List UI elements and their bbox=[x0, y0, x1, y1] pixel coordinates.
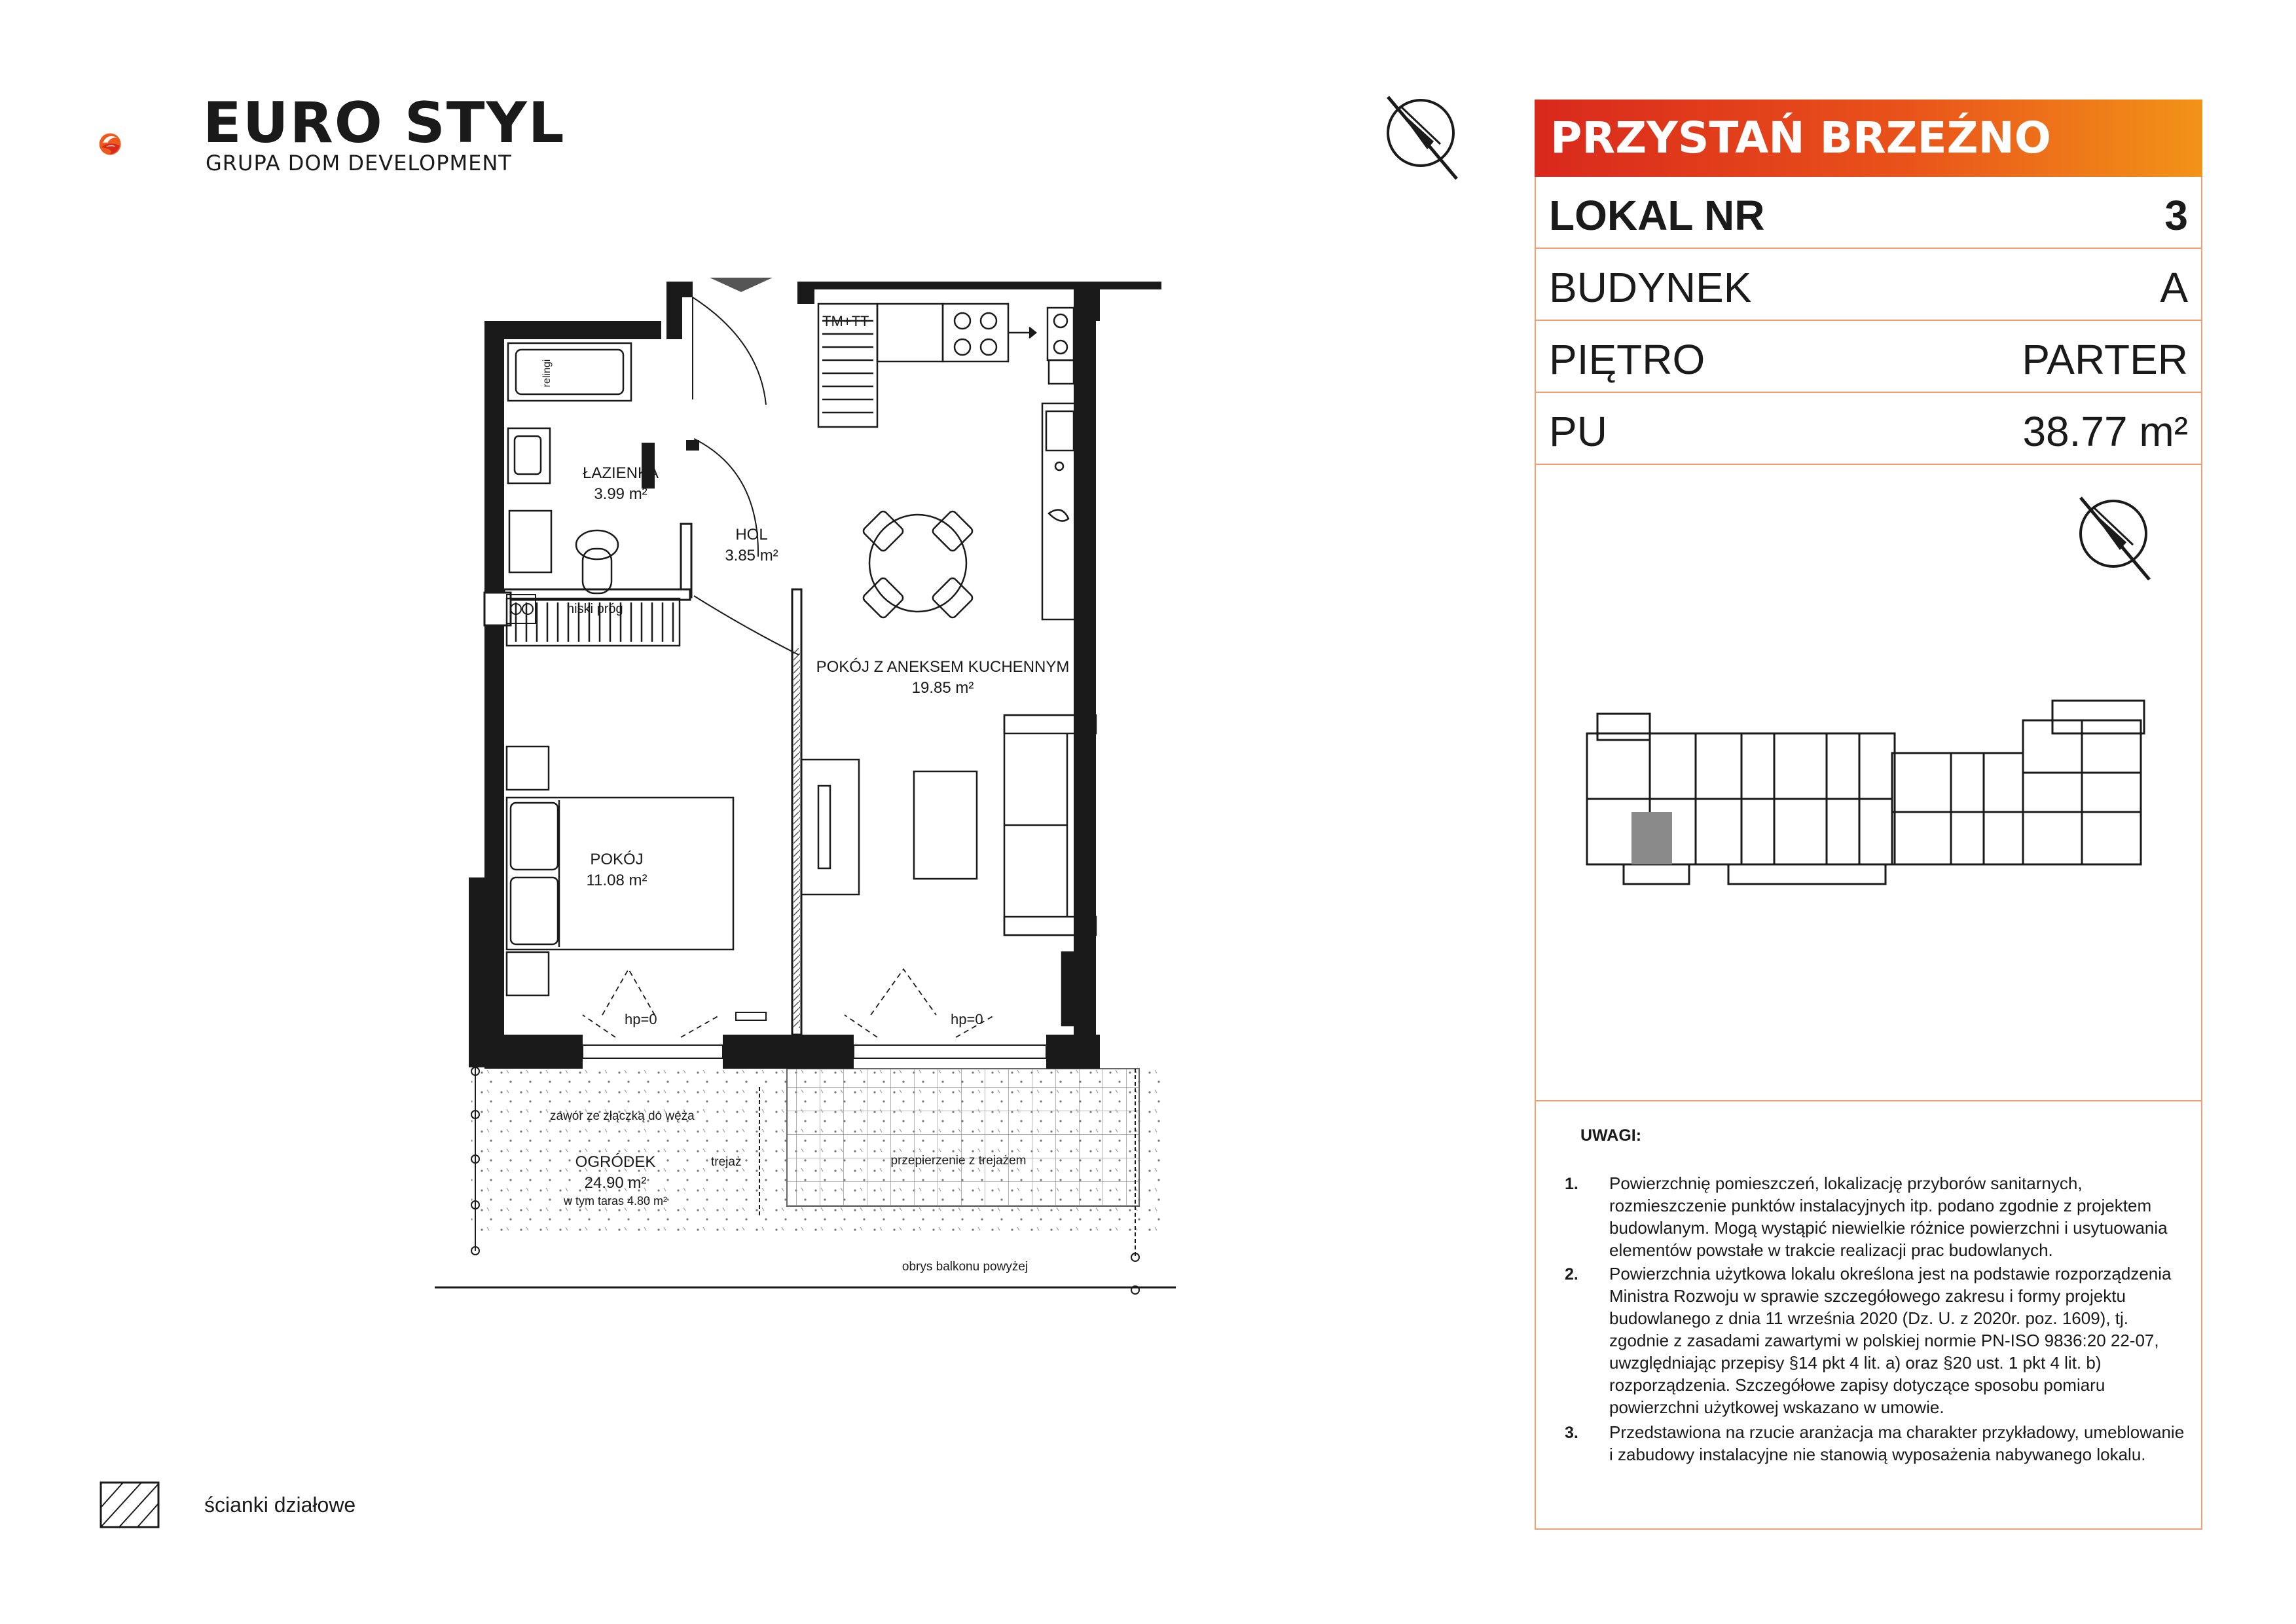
brand-name: EURO STYL bbox=[203, 90, 566, 156]
bath-fixture-label: relingi bbox=[541, 359, 553, 388]
row-label: PU bbox=[1549, 408, 1607, 455]
note-text: Przedstawiona na rzucie aranżacja ma charakter przykładowy, umeblowanie i zabudowy instalacyjne nie stanowią wyposażenia nabywanego lokalu. bbox=[1609, 1422, 2185, 1464]
row-label: BUDYNEK bbox=[1549, 264, 1752, 311]
room-name-garden: OGRÓDEK bbox=[575, 1153, 656, 1171]
row-value: 38.77 m² bbox=[2022, 408, 2188, 455]
project-title: PRZYSTAŃ BRZEŹNO bbox=[1535, 100, 2202, 177]
notes-title: UWAGI: bbox=[1580, 1126, 1642, 1145]
low-threshold-label: niski próg bbox=[567, 602, 623, 616]
room-area-hall: 3.85 m² bbox=[725, 547, 778, 564]
trellis-label: trejaż bbox=[711, 1155, 742, 1169]
tm-tt-label: TM+TT bbox=[822, 313, 869, 329]
building-key-plan bbox=[1584, 694, 2174, 904]
note-number: 2. bbox=[1565, 1265, 1578, 1283]
north-arrow-icon bbox=[2074, 491, 2153, 583]
row-label: PIĘTRO bbox=[1549, 336, 1705, 383]
hp-label: hp=0 bbox=[625, 1011, 657, 1027]
room-name-hall: HOL bbox=[735, 526, 768, 544]
row-floor bbox=[1535, 321, 2202, 393]
room-name-bedroom: POKÓJ bbox=[590, 851, 644, 868]
balcony-outline-label: obrys balkonu powyżej bbox=[902, 1260, 1029, 1274]
room-area-living: 19.85 m² bbox=[911, 679, 974, 697]
row-area bbox=[1535, 393, 2202, 465]
divider-label: przepierzenie z trejażem bbox=[890, 1154, 1027, 1168]
valve-label: zawór ze złączką do węża bbox=[550, 1109, 695, 1123]
row-value: A bbox=[2160, 264, 2188, 311]
room-area-garden: 24.90 m² bbox=[584, 1174, 647, 1192]
note-number: 3. bbox=[1565, 1424, 1578, 1442]
note-number: 1. bbox=[1565, 1175, 1578, 1193]
hp-label: hp=0 bbox=[951, 1011, 983, 1027]
room-area-bedroom: 11.08 m² bbox=[586, 872, 647, 889]
room-area-bathroom: 3.99 m² bbox=[594, 485, 647, 503]
brand-subtitle: GRUPA DOM DEVELOPMENT bbox=[206, 151, 512, 175]
row-value: 3 bbox=[2164, 192, 2188, 239]
garden-terrace-note: w tym taras 4.80 m² bbox=[563, 1194, 668, 1208]
terrace-area bbox=[787, 1069, 1139, 1206]
room-name-bathroom: ŁAZIENKA bbox=[582, 464, 659, 482]
partition-wall-legend-icon bbox=[100, 1481, 160, 1528]
note-text: Powierzchnia użytkowa lokalu określona jest na podstawie rozporządzenia Ministra Rozwoju w sprawie szczegółowego zakresu i formy projektu budowlanego z dnia 11 września 2020 (Dz. U. z 2020r. poz. 1609), tj. zgodnie z zasadami zawartymi w polskiej normie PN-ISO 9836:20 22-07, uwzględniając przepisy §14 pkt 4 lit. a) oraz §20 ust. 1 pkt 4 lit. b) rozporządzenia. Szczegółowe zapisy dotyczące sposobu pomiaru powierzchni użytkowej wskazano w umowie. bbox=[1609, 1264, 2172, 1417]
entrance-arrow-icon bbox=[710, 278, 773, 292]
north-arrow-icon bbox=[1381, 90, 1460, 182]
floor-plan bbox=[419, 262, 1205, 1310]
row-unit-number bbox=[1535, 177, 2202, 249]
row-building bbox=[1535, 249, 2202, 321]
legend-label: ścianki działowe bbox=[204, 1493, 356, 1517]
divider bbox=[1535, 1100, 2202, 1101]
note-text: Powierzchnię pomieszczeń, lokalizację przyborów sanitarnych, rozmieszczenie punktów instalacyjnych itp. podano zgodnie z projektem budowlanym. Mogą wystąpić niewielkie różnice powierzchni i usytuowania elementów powstałe w trakcie realizacji prac budowlanych. bbox=[1609, 1173, 2168, 1260]
row-value: PARTER bbox=[2022, 336, 2188, 383]
row-label: LOKAL NR bbox=[1549, 192, 1765, 239]
euro-styl-logo bbox=[98, 92, 196, 196]
washer-label: W bbox=[1075, 458, 1086, 471]
room-name-living: POKÓJ Z ANEKSEM KUCHENNYM bbox=[816, 658, 1070, 676]
